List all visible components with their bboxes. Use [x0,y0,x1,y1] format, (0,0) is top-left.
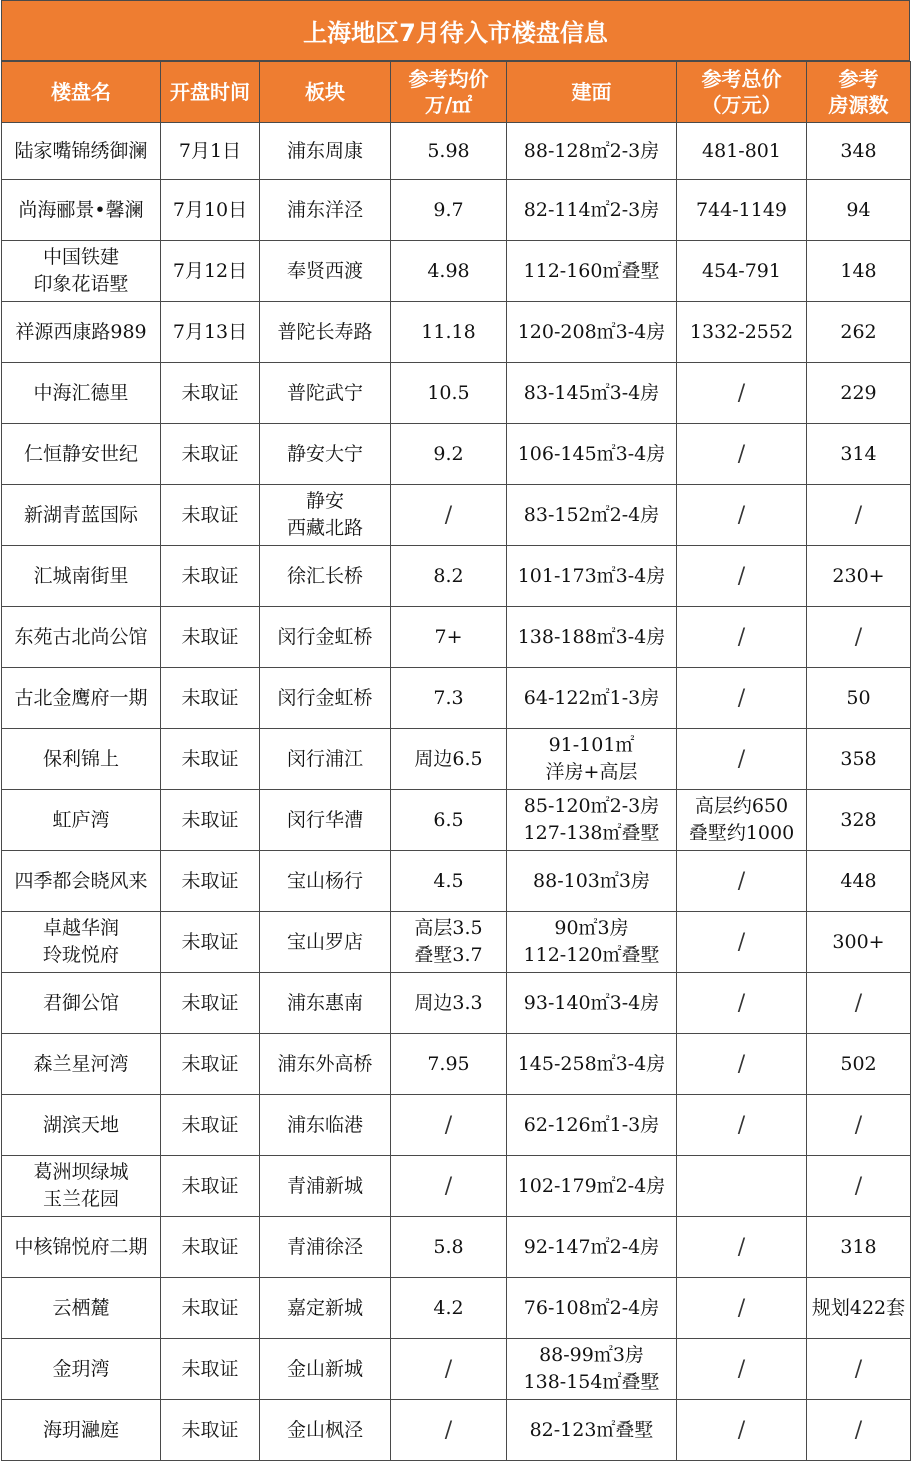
cell-floor-area: 145-258㎡3-4房 [507,1034,677,1095]
cell-district: 普陀长寿路 [260,302,391,363]
table-row [2,241,911,302]
table-row [2,1278,911,1339]
cell-district: 静安 西藏北路 [260,485,391,546]
cell-project-name: 金玥湾 [2,1339,161,1400]
cell-avg-price: / [391,1339,507,1400]
cell-project-name: 四季都会晓风来 [2,851,161,912]
cell-district: 闵行金虹桥 [260,668,391,729]
cell-open-date: 7月13日 [161,302,260,363]
cell-open-date: 未取证 [161,1278,260,1339]
cell-total-price: / [677,729,807,790]
cell-floor-area: 101-173㎡3-4房 [507,546,677,607]
cell-project-name: 东苑古北尚公馆 [2,607,161,668]
cell-total-price: / [677,546,807,607]
cell-avg-price: 7+ [391,607,507,668]
cell-unit-count: / [807,485,911,546]
cell-project-name: 新湖青蓝国际 [2,485,161,546]
header-project-name: 楼盘名 [2,62,161,123]
cell-unit-count: / [807,1156,911,1217]
cell-project-name: 仁恒静安世纪 [2,424,161,485]
cell-open-date: 未取证 [161,485,260,546]
cell-unit-count: 规划422套 [807,1278,911,1339]
cell-open-date: 未取证 [161,668,260,729]
table-row [2,668,911,729]
cell-open-date: 未取证 [161,790,260,851]
cell-unit-count: / [807,607,911,668]
table-row [2,729,911,790]
cell-district: 闵行金虹桥 [260,607,391,668]
cell-unit-count: / [807,1095,911,1156]
cell-project-name: 中核锦悦府二期 [2,1217,161,1278]
table-row [2,180,911,241]
cell-avg-price: / [391,1400,507,1461]
cell-floor-area: 83-152㎡2-4房 [507,485,677,546]
table-row [2,1400,911,1461]
cell-avg-price: 9.2 [391,424,507,485]
cell-total-price: / [677,912,807,973]
header-avg-price: 参考均价 万/㎡ [391,62,507,123]
cell-project-name: 祥源西康路989 [2,302,161,363]
cell-district: 浦东惠南 [260,973,391,1034]
cell-district: 浦东周康 [260,123,391,180]
cell-avg-price: 9.7 [391,180,507,241]
cell-total-price: / [677,363,807,424]
cell-total-price: / [677,851,807,912]
cell-floor-area: 91-101㎡ 洋房+高层 [507,729,677,790]
header-district: 板块 [260,62,391,123]
cell-floor-area: 83-145㎡3-4房 [507,363,677,424]
cell-district: 浦东临港 [260,1095,391,1156]
cell-open-date: 未取证 [161,1156,260,1217]
table-body [2,123,911,1461]
cell-total-price: / [677,1034,807,1095]
cell-project-name: 汇城南街里 [2,546,161,607]
cell-open-date: 未取证 [161,546,260,607]
cell-project-name: 湖滨天地 [2,1095,161,1156]
header-total-price: 参考总价 （万元） [677,62,807,123]
cell-open-date: 未取证 [161,424,260,485]
cell-avg-price: 11.18 [391,302,507,363]
table-row [2,302,911,363]
table-row [2,1095,911,1156]
cell-district: 奉贤西渡 [260,241,391,302]
cell-floor-area: 62-126㎡1-3房 [507,1095,677,1156]
header-open-date: 开盘时间 [161,62,260,123]
cell-open-date: 未取证 [161,973,260,1034]
cell-unit-count: 318 [807,1217,911,1278]
cell-unit-count: 230+ [807,546,911,607]
cell-district: 金山枫泾 [260,1400,391,1461]
cell-open-date: 未取证 [161,912,260,973]
table-row [2,1034,911,1095]
cell-unit-count: 262 [807,302,911,363]
cell-open-date: 未取证 [161,607,260,668]
cell-total-price: / [677,973,807,1034]
cell-open-date: 未取证 [161,363,260,424]
listing-table-container [1,0,910,1461]
cell-unit-count: / [807,1400,911,1461]
table-row [2,851,911,912]
cell-open-date: 7月12日 [161,241,260,302]
cell-open-date: 未取证 [161,1339,260,1400]
cell-open-date: 未取证 [161,729,260,790]
table-row [2,1156,911,1217]
cell-unit-count: 348 [807,123,911,180]
cell-unit-count: / [807,1339,911,1400]
cell-avg-price: 周边3.3 [391,973,507,1034]
table-row [2,485,911,546]
cell-unit-count: 502 [807,1034,911,1095]
cell-district: 金山新城 [260,1339,391,1400]
cell-total-price: / [677,485,807,546]
table-row [2,1339,911,1400]
cell-floor-area: 82-114㎡2-3房 [507,180,677,241]
cell-avg-price: 5.98 [391,123,507,180]
cell-project-name: 葛洲坝绿城 玉兰花园 [2,1156,161,1217]
cell-avg-price: / [391,1095,507,1156]
cell-avg-price: 4.2 [391,1278,507,1339]
cell-open-date: 未取证 [161,1217,260,1278]
cell-project-name: 森兰星河湾 [2,1034,161,1095]
cell-total-price: / [677,1095,807,1156]
cell-open-date: 7月1日 [161,123,260,180]
cell-district: 嘉定新城 [260,1278,391,1339]
cell-district: 浦东洋泾 [260,180,391,241]
table-row [2,546,911,607]
cell-unit-count: 50 [807,668,911,729]
cell-unit-count: 314 [807,424,911,485]
cell-district: 浦东外高桥 [260,1034,391,1095]
cell-unit-count: 358 [807,729,911,790]
cell-avg-price: 8.2 [391,546,507,607]
table-row [2,912,911,973]
cell-project-name: 尚海郦景•馨澜 [2,180,161,241]
cell-avg-price: 高层3.5 叠墅3.7 [391,912,507,973]
cell-total-price: / [677,668,807,729]
table-row [2,973,911,1034]
cell-district: 青浦新城 [260,1156,391,1217]
cell-project-name: 云栖麓 [2,1278,161,1339]
cell-floor-area: 88-128㎡2-3房 [507,123,677,180]
cell-total-price: 1332-2552 [677,302,807,363]
cell-avg-price: 5.8 [391,1217,507,1278]
cell-floor-area: 88-103㎡3房 [507,851,677,912]
cell-avg-price: / [391,1156,507,1217]
cell-project-name: 古北金鹰府一期 [2,668,161,729]
cell-floor-area: 64-122㎡1-3房 [507,668,677,729]
cell-avg-price: 6.5 [391,790,507,851]
cell-project-name: 中海汇德里 [2,363,161,424]
cell-floor-area: 88-99㎡3房 138-154㎡叠墅 [507,1339,677,1400]
cell-floor-area: 106-145㎡3-4房 [507,424,677,485]
table-row [2,790,911,851]
cell-project-name: 君御公馆 [2,973,161,1034]
cell-open-date: 未取证 [161,1095,260,1156]
cell-open-date: 未取证 [161,1400,260,1461]
cell-floor-area: 93-140㎡3-4房 [507,973,677,1034]
cell-avg-price: / [391,485,507,546]
cell-floor-area: 76-108㎡2-4房 [507,1278,677,1339]
cell-total-price: 454-791 [677,241,807,302]
cell-district: 闵行浦江 [260,729,391,790]
cell-avg-price: 4.98 [391,241,507,302]
cell-avg-price: 周边6.5 [391,729,507,790]
cell-total-price: / [677,1217,807,1278]
cell-unit-count: 148 [807,241,911,302]
cell-open-date: 7月10日 [161,180,260,241]
cell-unit-count: / [807,973,911,1034]
cell-project-name: 卓越华润 玲珑悦府 [2,912,161,973]
cell-total-price: 481-801 [677,123,807,180]
cell-total-price: / [677,1339,807,1400]
cell-district: 普陀武宁 [260,363,391,424]
cell-floor-area: 102-179㎡2-4房 [507,1156,677,1217]
cell-unit-count: 300+ [807,912,911,973]
cell-floor-area: 90㎡3房 112-120㎡叠墅 [507,912,677,973]
cell-avg-price: 7.3 [391,668,507,729]
cell-total-price: / [677,424,807,485]
cell-project-name: 中国铁建 印象花语墅 [2,241,161,302]
cell-avg-price: 4.5 [391,851,507,912]
page-title: 上海地区7月待入市楼盘信息 [1,0,910,61]
cell-total-price: / [677,1400,807,1461]
cell-district: 青浦徐泾 [260,1217,391,1278]
cell-total-price: 高层约650 叠墅约1000 [677,790,807,851]
cell-unit-count: 229 [807,363,911,424]
cell-floor-area: 120-208㎡3-4房 [507,302,677,363]
cell-unit-count: 94 [807,180,911,241]
cell-total-price [677,1156,807,1217]
cell-unit-count: 448 [807,851,911,912]
cell-floor-area: 112-160㎡叠墅 [507,241,677,302]
cell-open-date: 未取证 [161,1034,260,1095]
cell-district: 宝山罗店 [260,912,391,973]
table-row [2,363,911,424]
cell-unit-count: 328 [807,790,911,851]
cell-district: 宝山杨行 [260,851,391,912]
cell-open-date: 未取证 [161,851,260,912]
cell-district: 徐汇长桥 [260,546,391,607]
cell-total-price: / [677,607,807,668]
cell-project-name: 保利锦上 [2,729,161,790]
listing-table [1,61,911,1461]
cell-avg-price: 7.95 [391,1034,507,1095]
cell-floor-area: 138-188㎡3-4房 [507,607,677,668]
table-row [2,1217,911,1278]
cell-floor-area: 92-147㎡2-4房 [507,1217,677,1278]
cell-total-price: 744-1149 [677,180,807,241]
header-unit-count: 参考 房源数 [807,62,911,123]
cell-district: 闵行华漕 [260,790,391,851]
cell-project-name: 陆家嘴锦绣御澜 [2,123,161,180]
cell-floor-area: 85-120㎡2-3房 127-138㎡叠墅 [507,790,677,851]
cell-project-name: 虹庐湾 [2,790,161,851]
table-header-row [2,62,911,123]
header-floor-area: 建面 [507,62,677,123]
cell-total-price: / [677,1278,807,1339]
table-row [2,123,911,180]
table-row [2,607,911,668]
cell-district: 静安大宁 [260,424,391,485]
table-row [2,424,911,485]
cell-avg-price: 10.5 [391,363,507,424]
cell-floor-area: 82-123㎡叠墅 [507,1400,677,1461]
cell-project-name: 海玥瀜庭 [2,1400,161,1461]
